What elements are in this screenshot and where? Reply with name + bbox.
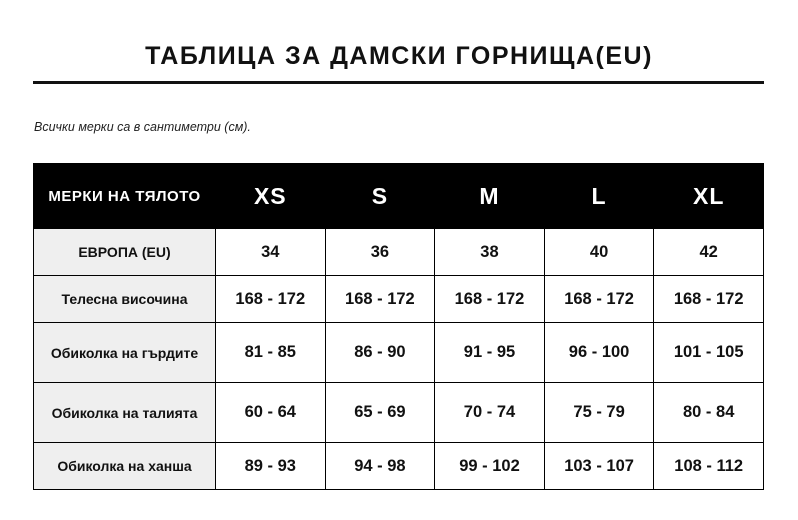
table-cell: 168 - 172 <box>325 276 435 323</box>
table-cell: 80 - 84 <box>654 383 764 443</box>
table-cell: 60 - 64 <box>216 383 326 443</box>
table-cell: 86 - 90 <box>325 323 435 383</box>
table-cell: 42 <box>654 229 764 276</box>
table-cell: 96 - 100 <box>544 323 654 383</box>
table-header-row <box>34 164 764 229</box>
table-row <box>34 229 764 276</box>
table-cell: 168 - 172 <box>216 276 326 323</box>
row-label-hips: Обиколка на ханша <box>34 443 216 490</box>
row-label-body-height: Телесна височина <box>34 276 216 323</box>
size-header-s: S <box>325 164 435 229</box>
page-title: ТАБЛИЦА ЗА ДАМСКИ ГОРНИЩА(EU) <box>145 42 653 70</box>
table-cell: 168 - 172 <box>435 276 545 323</box>
table-row <box>34 323 764 383</box>
table-cell: 168 - 172 <box>654 276 764 323</box>
size-chart-table <box>33 163 764 490</box>
table-row <box>34 443 764 490</box>
table-cell: 65 - 69 <box>325 383 435 443</box>
header-label: МЕРКИ НА ТЯЛОТО <box>34 164 216 229</box>
size-header-xl: XL <box>654 164 764 229</box>
table-cell: 34 <box>216 229 326 276</box>
table-cell: 103 - 107 <box>544 443 654 490</box>
row-label-chest: Обиколка на гърдите <box>34 323 216 383</box>
size-header-l: L <box>544 164 654 229</box>
title-divider <box>33 81 764 84</box>
size-header-xs: XS <box>216 164 326 229</box>
size-header-m: M <box>435 164 545 229</box>
table-cell: 91 - 95 <box>435 323 545 383</box>
table-cell: 81 - 85 <box>216 323 326 383</box>
units-note: Всички мерки са в сантиметри (см). <box>34 120 251 134</box>
table-cell: 70 - 74 <box>435 383 545 443</box>
table-cell: 89 - 93 <box>216 443 326 490</box>
table-cell: 38 <box>435 229 545 276</box>
table-cell: 75 - 79 <box>544 383 654 443</box>
table-cell: 99 - 102 <box>435 443 545 490</box>
table-cell: 101 - 105 <box>654 323 764 383</box>
table-cell: 168 - 172 <box>544 276 654 323</box>
table-row <box>34 383 764 443</box>
row-label-waist: Обиколка на талията <box>34 383 216 443</box>
table-cell: 36 <box>325 229 435 276</box>
table-cell: 40 <box>544 229 654 276</box>
table-cell: 94 - 98 <box>325 443 435 490</box>
row-label-eu-size: ЕВРОПА (EU) <box>34 229 216 276</box>
table-cell: 108 - 112 <box>654 443 764 490</box>
table-row <box>34 276 764 323</box>
